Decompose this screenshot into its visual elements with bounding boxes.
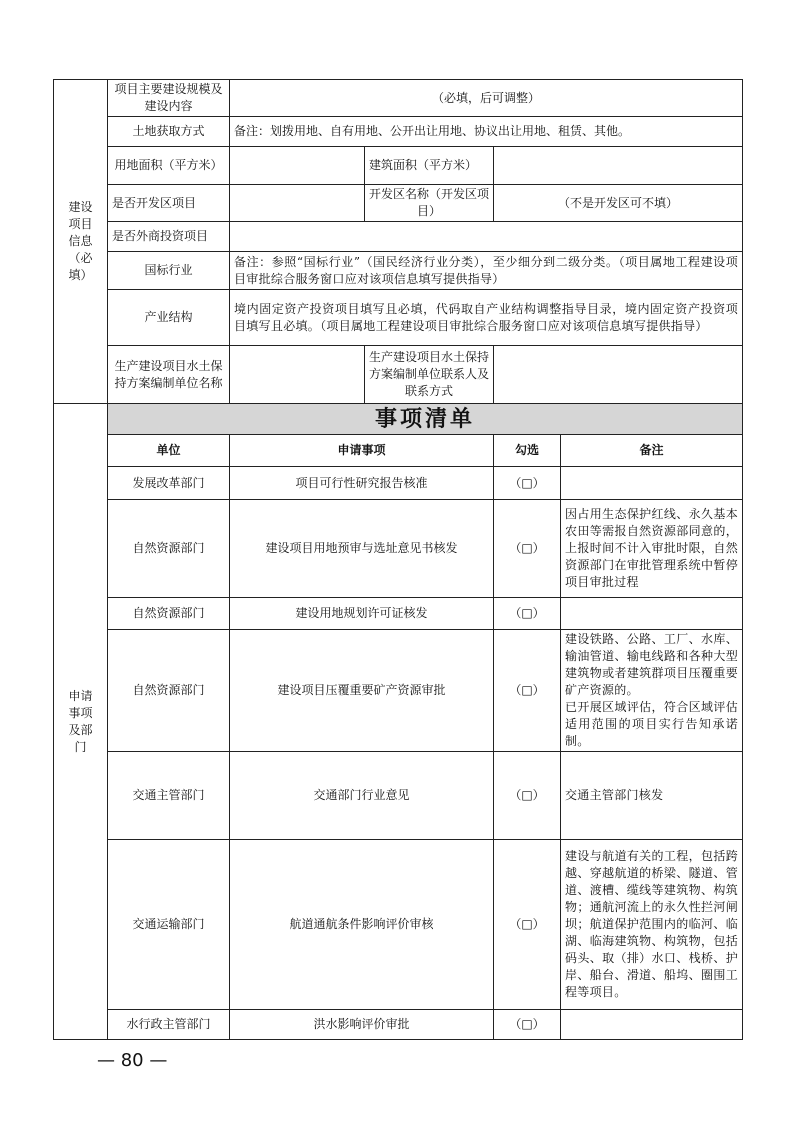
note-cell: 建设与航道有关的工程，包括跨越、穿越航道的桥梁、隧道、管道、渡槽、缆线等建筑物、构筑物；通航河流上的永久性拦河闸坝；航道保护范围内的临河、临湖、临海建筑物、构筑物，包括码头、取（排）水口、栈桥、护岸、船台、滑道、船坞、圈围工程等项目。	[561, 840, 743, 1010]
unit-cell: 自然资源部门	[108, 630, 230, 752]
table-row	[54, 1010, 743, 1040]
table-row	[54, 840, 743, 1010]
table-row	[54, 752, 743, 840]
row-foreign-investment	[54, 222, 743, 252]
check-box[interactable]: （□）	[494, 630, 561, 752]
row-build-scale	[54, 80, 743, 117]
header-check: 勾选	[494, 435, 561, 467]
row-dev-zone	[54, 185, 743, 222]
row-industry	[54, 252, 743, 290]
table-row	[54, 467, 743, 500]
field-value-foreign-investment[interactable]	[230, 222, 743, 252]
field-label-building-area: 建筑面积（平方米）	[365, 147, 494, 185]
field-value-dev-zone[interactable]	[230, 185, 365, 222]
section-label-items: 申请事项及部门	[54, 404, 108, 1040]
matter-cell: 航道通航条件影响评价审核	[230, 840, 494, 1010]
field-value-building-area[interactable]	[494, 147, 743, 185]
field-value-soil-contact[interactable]	[494, 346, 743, 404]
matter-cell: 洪水影响评价审批	[230, 1010, 494, 1040]
note-cell: 交通主管部门核发	[561, 752, 743, 840]
unit-cell: 自然资源部门	[108, 500, 230, 598]
matter-cell: 建设项目压覆重要矿产资源审批	[230, 630, 494, 752]
field-value-soil-org[interactable]	[230, 346, 365, 404]
check-box[interactable]: （□）	[494, 752, 561, 840]
list-title-banner: 事项清单	[108, 404, 743, 435]
field-value-land-acquisition[interactable]: 备注：划拨用地、自有用地、公开出让用地、协议出让用地、租赁、其他。	[230, 117, 743, 147]
header-note: 备注	[561, 435, 743, 467]
field-value-land-area[interactable]	[230, 147, 365, 185]
field-label-industry-structure: 产业结构	[108, 290, 230, 346]
note-cell: 建设铁路、公路、工厂、水库、输油管道、输电线路和各种大型建筑物或者建筑群项目压覆重要矿产资源的。 已开展区域评估，符合区域评估适用范围的项目实行告知承诺制。	[561, 630, 743, 752]
field-value-industry-structure[interactable]: 境内固定资产投资项目填写且必填，代码取自产业结构调整指导目录，境内固定资产投资项目填写且必填。（项目属地工程建设项目审批综合服务窗口应对该项信息填写提供指导）	[230, 290, 743, 346]
row-list-header	[54, 435, 743, 467]
matter-cell: 建设用地规划许可证核发	[230, 598, 494, 630]
check-box[interactable]: （□）	[494, 467, 561, 500]
field-label-soil-org: 生产建设项目水土保持方案编制单位名称	[108, 346, 230, 404]
unit-cell: 交通运输部门	[108, 840, 230, 1010]
note-cell	[561, 467, 743, 500]
note-cell	[561, 1010, 743, 1040]
table-row	[54, 500, 743, 598]
application-form-sheet	[53, 79, 742, 1040]
header-unit: 单位	[108, 435, 230, 467]
header-matter: 申请事项	[230, 435, 494, 467]
field-label-build-scale: 项目主要建设规模及建设内容	[108, 80, 230, 117]
check-box[interactable]: （□）	[494, 840, 561, 1010]
table-row	[54, 630, 743, 752]
project-form-table	[53, 79, 743, 1040]
field-label-dev-zone-name: 开发区名称（开发区项目）	[365, 185, 494, 222]
row-area	[54, 147, 743, 185]
field-value-build-scale[interactable]: （必填，后可调整）	[230, 80, 743, 117]
section-label-build-info: 建设项目信息（必填）	[54, 80, 108, 404]
row-land-acquisition	[54, 117, 743, 147]
row-soil-conservation	[54, 346, 743, 404]
unit-cell: 交通主管部门	[108, 752, 230, 840]
unit-cell: 发展改革部门	[108, 467, 230, 500]
field-value-industry[interactable]: 备注：参照“国标行业”（国民经济行业分类），至少细分到二级分类。（项目属地工程建设项目审批综合服务窗口应对该项信息填写提供指导）	[230, 252, 743, 290]
row-list-title	[54, 404, 743, 435]
field-label-land-area: 用地面积（平方米）	[108, 147, 230, 185]
page-number: — 80 —	[97, 1050, 168, 1071]
field-value-dev-zone-name[interactable]: （不是开发区可不填）	[494, 185, 743, 222]
unit-cell: 自然资源部门	[108, 598, 230, 630]
unit-cell: 水行政主管部门	[108, 1010, 230, 1040]
table-row	[54, 598, 743, 630]
field-label-industry: 国标行业	[108, 252, 230, 290]
check-box[interactable]: （□）	[494, 500, 561, 598]
matter-cell: 建设项目用地预审与选址意见书核发	[230, 500, 494, 598]
field-label-dev-zone: 是否开发区项目	[108, 185, 230, 222]
check-box[interactable]: （□）	[494, 598, 561, 630]
check-box[interactable]: （□）	[494, 1010, 561, 1040]
matter-cell: 项目可行性研究报告核准	[230, 467, 494, 500]
field-label-soil-contact: 生产建设项目水土保持方案编制单位联系人及联系方式	[365, 346, 494, 404]
field-label-land-acquisition: 土地获取方式	[108, 117, 230, 147]
field-label-foreign-investment: 是否外商投资项目	[108, 222, 230, 252]
note-cell: 因占用生态保护红线、永久基本农田等需报自然资源部同意的，上报时间不计入审批时限，自然资源部门在审批管理系统中暂停项目审批过程	[561, 500, 743, 598]
matter-cell: 交通部门行业意见	[230, 752, 494, 840]
row-industry-structure	[54, 290, 743, 346]
note-cell	[561, 598, 743, 630]
